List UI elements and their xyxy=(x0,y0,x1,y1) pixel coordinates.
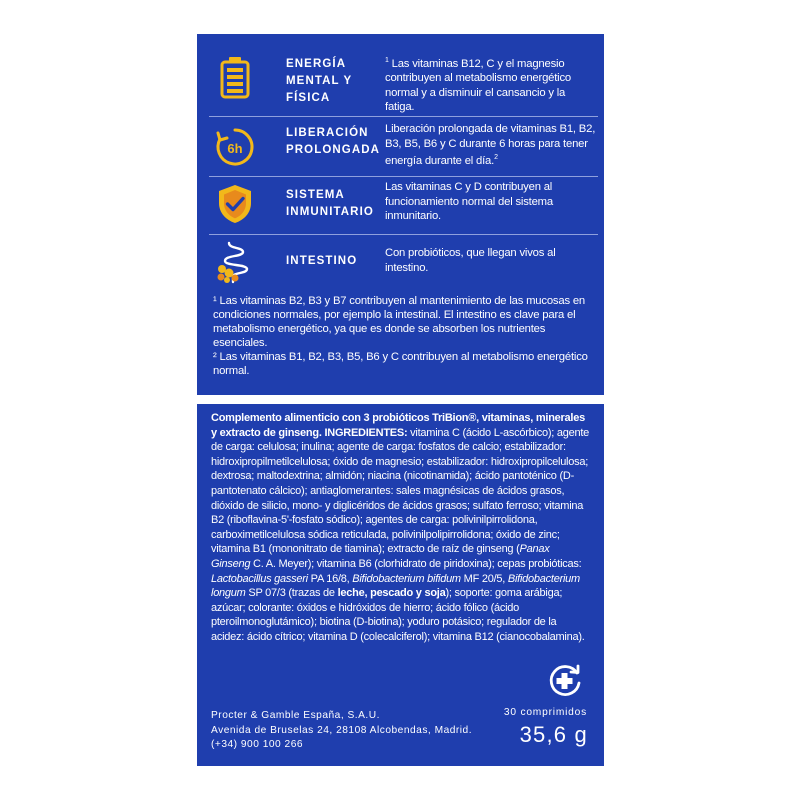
ingredients-part: C. A. Meyer); vitamina B6 (clorhidrato de piridoxina); cepas probióticas: xyxy=(250,557,582,570)
feature-description-text: Las vitaminas B12, C y el magnesio contribuyen al metabolismo energético normal y a disminuir el cansancio y la fatiga. xyxy=(385,57,572,114)
shield-check-icon xyxy=(213,182,257,226)
footnote-2 xyxy=(213,350,598,378)
footnotes xyxy=(213,294,598,378)
benefits-panel xyxy=(197,34,604,395)
ingredients-part: MF 20/5, xyxy=(460,572,508,585)
footnote-mark: 2 xyxy=(494,154,498,161)
ingredients-part: vitamina C (ácido L-ascórbico); agente de carga: celulosa; inulina; agente de carga: fosfatos de calcio; estabilizador: hidroxipropilmetilcelulosa; óxido de magnesio; estabilizador: hidroxipropilcelulosa; dextrosa; maltodextrina; almidón; niacina (nicotinamida); ácido pantoténico (D-pantotenato cálcico); antiaglomerantes: sales magnésicas de ácidos grasos, dióxido de silicio, mono- y diglicéridos de ácidos grasos; sulfato ferroso; vitamina B2 (riboflavina-5'-fosfato sódico); agentes de carga: polivinilpirrolidona, carboximetilcelulosa sódica reticulada, polivinilpolipirrolidona; óxido de zinc; vitamina B1 (mononitrato de tiamina); extracto de raíz de ginseng ( xyxy=(211,426,589,556)
clock-label: 6h xyxy=(227,141,243,156)
feature-intestino xyxy=(197,234,604,292)
ingredients-italic: Bifidobacterium longum xyxy=(211,572,580,600)
ingredients-part: SP 07/3 (trazas de xyxy=(245,587,338,600)
feature-description: Con probióticos, que llegan vivos al intestino. xyxy=(385,247,556,274)
feature-description: Las vitaminas C y D contribuyen al funcionamiento normal del sistema inmunitario. xyxy=(385,181,553,222)
allergens: leche, pescado y soja xyxy=(337,587,446,600)
feature-title: ENERGÍA MENTAL Y FÍSICA xyxy=(286,58,353,104)
ingredients-text xyxy=(211,411,591,645)
net-weight: 35,6 g xyxy=(519,722,588,747)
feature-description-text: Liberación prolongada de vitaminas B1, B2, B3, B5, B6 y C durante 6 horas para tener energía durante el día. xyxy=(385,123,596,167)
ingredients-italic: Panax Ginseng xyxy=(211,543,550,570)
company-phone: (+34) 900 100 266 xyxy=(211,739,304,751)
footnote-1 xyxy=(213,294,598,350)
company-info xyxy=(211,709,491,753)
company-address: Avenida de Bruselas 24, 28108 Alcobendas, Madrid. xyxy=(211,724,473,736)
battery-icon xyxy=(213,55,257,99)
feature-liberacion xyxy=(197,116,604,176)
footnote-mark: 1 xyxy=(385,57,389,64)
footnote-mark: ¹ xyxy=(213,295,217,307)
ingredients-italic: Lactobacillus gasseri xyxy=(211,572,308,585)
company-name: Procter & Gamble España, S.A.U. xyxy=(211,710,380,721)
feature-title: LIBERACIÓN PROLONGADA xyxy=(286,127,381,156)
tablet-count: 30 comprimidos xyxy=(503,707,587,718)
ingredients-panel xyxy=(197,404,604,766)
feature-inmunitario xyxy=(197,176,604,234)
ingredients-italic: Bifidobacterium bifidum xyxy=(352,572,461,585)
intestine-icon xyxy=(213,240,257,284)
feature-description xyxy=(385,122,597,168)
recycle-plus-icon xyxy=(547,663,583,699)
footnote-mark: ² xyxy=(213,351,217,363)
feature-title: INTESTINO xyxy=(286,255,358,267)
ingredients-heading: Complemento alimenticio con 3 probióticos TriBion®, vitaminas, minerales y extracto de ginseng. INGREDIENTES: xyxy=(211,412,585,439)
ingredients-part: ); soporte: goma arábiga; azúcar; colorante: óxidos e hidróxidos de hierro; ácido fólico (ácido pteroilmonoglutámico); biotina (D-biotina); yoduro potásico; regulador de la acidez: ácido cítrico; vitamina D (colecalciferol); vitamina B12 (cianocobalamina). xyxy=(211,587,585,643)
footnote-text: Las vitaminas B1, B2, B3, B5, B6 y C contribuyen al metabolismo energético normal. xyxy=(213,351,588,377)
feature-energia xyxy=(197,34,604,116)
ingredients-part: PA 16/8, xyxy=(307,572,353,585)
footnote-text: Las vitaminas B2, B3 y B7 contribuyen al mantenimiento de las mucosas en condiciones normales, por ejemplo la intestinal. El intestino es clave para el metabolismo energético, ya que es donde se absorben los nutrientes esenciales. xyxy=(213,295,586,349)
feature-description xyxy=(385,54,597,115)
6h-clock-icon xyxy=(213,125,257,169)
feature-title: SISTEMA INMUNITARIO xyxy=(286,189,374,218)
